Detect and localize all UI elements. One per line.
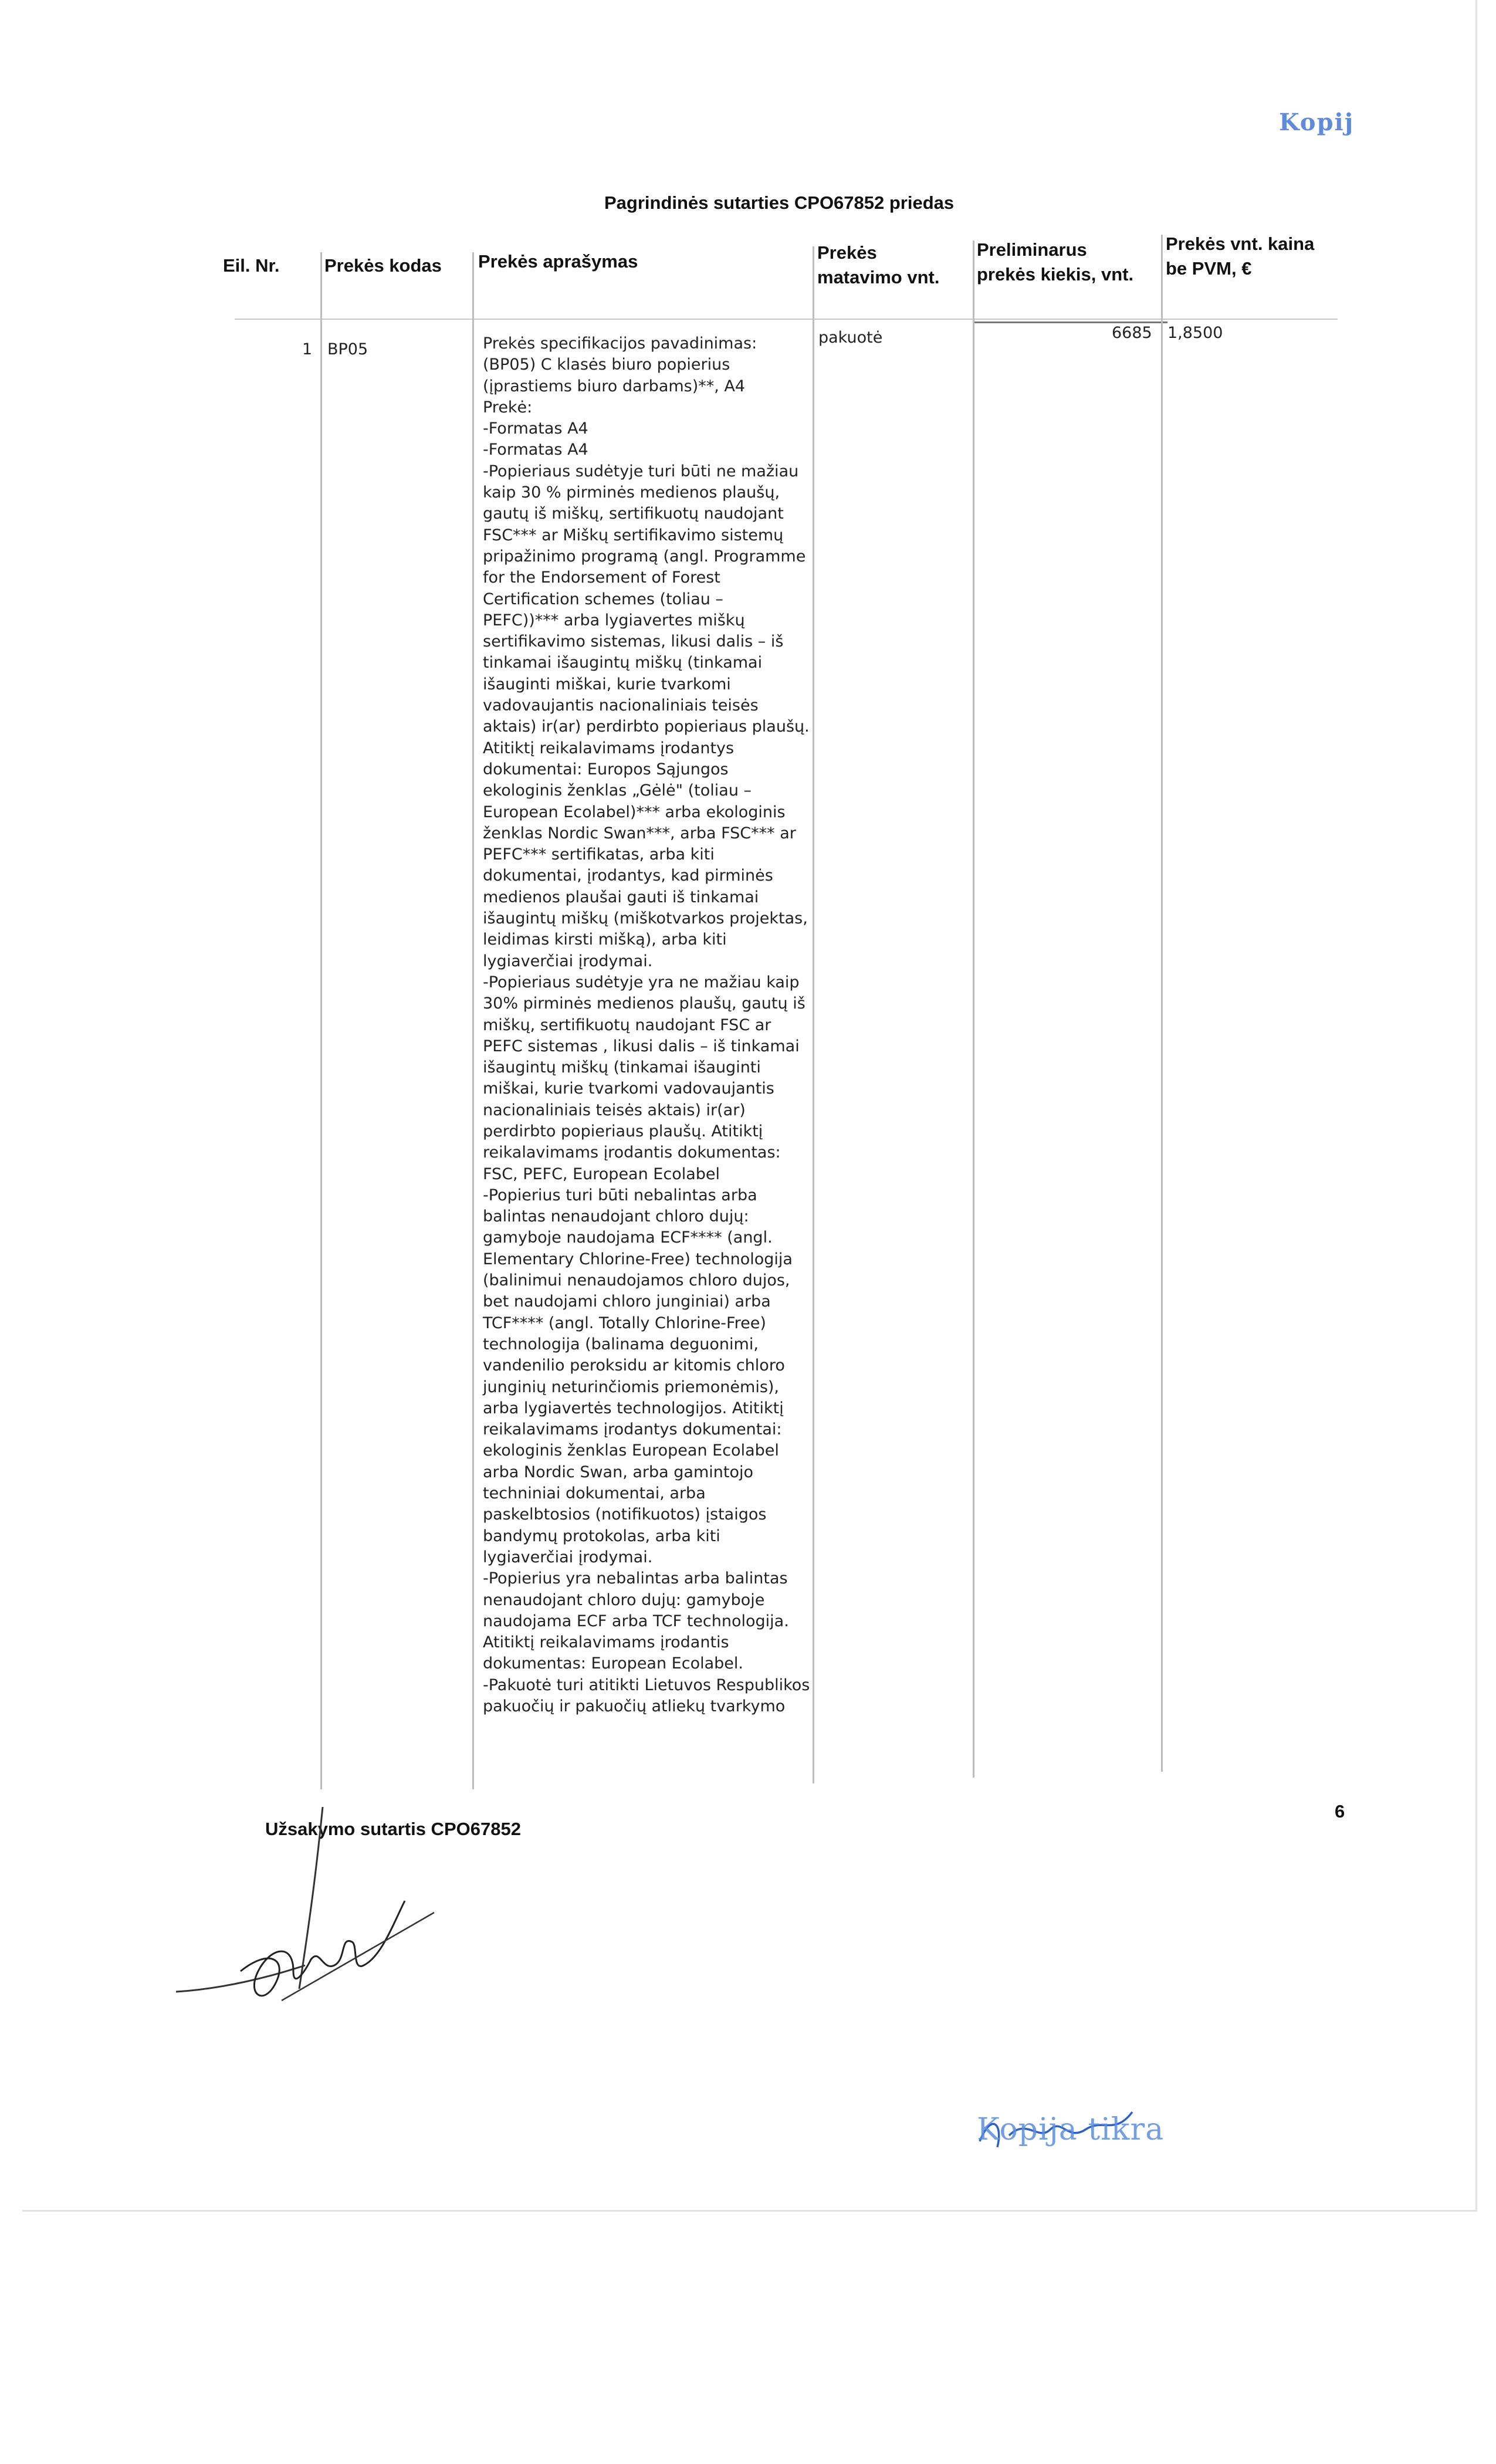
header-code: Prekės kodas: [324, 255, 442, 276]
footer-contract-label: Užsakymo sutartis CPO67852: [265, 1819, 521, 1839]
description-line: PEFC sistemas , likusi dalis – iš tinkamai: [483, 1037, 800, 1055]
header-unit-line-2: matavimo vnt.: [817, 267, 940, 287]
description-line: Prekės specifikacijos pavadinimas:: [483, 334, 757, 353]
description-line: išaugintų miškų (tinkamai išauginti: [483, 1058, 761, 1077]
description-line: reikalavimams įrodantys dokumentai:: [483, 1420, 782, 1439]
description-line: Atitiktį reikalavimams įrodantis: [483, 1633, 729, 1652]
description-line: arba lygiavertės technologijos. Atitiktį: [483, 1399, 784, 1417]
description-line: miškų, sertifikuotų naudojant FSC ar: [483, 1016, 771, 1034]
description-line: FSC*** ar Miškų sertifikavimo sistemų: [483, 526, 784, 544]
row-top-rule: [974, 321, 1167, 323]
column-divider-price: [1161, 235, 1163, 1772]
description-line: -Formatas A4: [483, 419, 588, 438]
description-line: gamyboje naudojama ECF**** (angl.: [483, 1228, 773, 1247]
page-number: 6: [1335, 1801, 1345, 1822]
description-line: išaugintų miškų (miškotvarkos projektas,: [483, 909, 808, 928]
description-line: dokumentai: Europos Sąjungos: [483, 760, 729, 779]
description-line: perdirbto popieriaus plaušų. Atitiktį: [483, 1122, 763, 1140]
column-divider-code: [320, 252, 322, 1789]
description-line: nacionaliniais teisės aktais) ir(ar): [483, 1101, 746, 1119]
description-line: PEFC))*** arba lygiavertes miškų: [483, 611, 745, 629]
description-line: junginių neturinčiomis priemonėmis),: [483, 1377, 780, 1396]
header-price-line-1: Prekės vnt. kaina: [1166, 233, 1315, 254]
description-line: European Ecolabel)*** arba ekologinis: [483, 803, 786, 821]
description-line: ekologinis ženklas „Gėlė" (toliau –: [483, 781, 752, 800]
document-title: Pagrindinės sutarties CPO67852 priedas: [604, 192, 955, 213]
description-line: -Popieriaus sudėtyje yra ne mažiau kaip: [483, 973, 800, 991]
copy-stamp-bottom: Kopija tikra: [977, 2112, 1165, 2147]
description-line: tinkamai išaugintų miškų (tinkamai: [483, 654, 763, 672]
description-line: Prekė:: [483, 398, 533, 417]
description-line: ženklas Nordic Swan***, arba FSC*** ar: [483, 824, 796, 842]
description-line: aktais) ir(ar) perdirbto popieriaus plaušų.: [483, 717, 810, 736]
description-line: miškai, kurie tvarkomi vadovaujantis: [483, 1079, 774, 1098]
description-line: (BP05) C klasės biuro popierius: [483, 356, 730, 374]
header-quantity-line-1: Preliminarus: [977, 239, 1087, 260]
description-line: sertifikavimo sistemas, likusi dalis – iš: [483, 632, 784, 651]
description-line: vandenilio peroksidu ar kitomis chloro: [483, 1356, 785, 1375]
description-line: -Popieriaus sudėtyje turi būti ne mažiau: [483, 462, 799, 480]
description-line: kaip 30 % pirminės medienos plaušų,: [483, 483, 780, 502]
description-line: pakuočių ir pakuočių atliekų tvarkymo: [483, 1697, 786, 1715]
row-description: [483, 333, 835, 1717]
description-line: išauginti miškai, kurie tvarkomi: [483, 675, 731, 693]
description-line: (įprastiems biuro darbams)**, A4: [483, 377, 746, 395]
handwritten-signature: [158, 1795, 440, 2018]
description-line: Elementary Chlorine-Free) technologija: [483, 1250, 793, 1268]
header-unit-line-1: Prekės: [817, 242, 877, 263]
column-divider-quantity: [973, 241, 974, 1778]
description-line: -Popierius yra nebalintas arba balintas: [483, 1569, 788, 1588]
header-quantity-line-2: prekės kiekis, vnt.: [977, 264, 1134, 285]
description-line: medienos plaušai gauti iš tinkamai: [483, 888, 759, 906]
description-line: bet naudojami chloro junginiai) arba: [483, 1292, 771, 1311]
column-divider-description: [472, 252, 474, 1789]
description-line: naudojama ECF arba TCF technologija.: [483, 1612, 789, 1630]
description-line: FSC, PEFC, European Ecolabel: [483, 1165, 720, 1183]
description-line: bandymų protokolas, arba kiti: [483, 1527, 720, 1545]
description-line: ekologinis ženklas European Ecolabel: [483, 1441, 779, 1460]
description-line: leidimas kirsti mišką), arba kiti: [483, 930, 727, 949]
description-line: technologija (balinama deguonimi,: [483, 1335, 759, 1353]
header-price-line-2: be PVM, €: [1166, 258, 1252, 279]
description-line: gautų iš miškų, sertifikuotų naudojant: [483, 505, 784, 523]
description-line: lygiaverčiai įrodymai.: [483, 1548, 653, 1566]
row-number: 1: [302, 340, 313, 358]
description-line: arba Nordic Swan, arba gamintojo: [483, 1463, 754, 1481]
description-line: dokumentas: European Ecolabel.: [483, 1654, 743, 1673]
row-unit: pakuotė: [818, 329, 883, 347]
header-description: Prekės aprašymas: [478, 251, 638, 272]
description-line: lygiaverčiai įrodymai.: [483, 952, 653, 970]
description-line: balintas nenaudojant chloro dujų:: [483, 1207, 749, 1226]
description-line: reikalavimams įrodantis dokumentas:: [483, 1143, 781, 1162]
description-line: -Formatas A4: [483, 441, 588, 459]
description-line: paskelbtosios (notifikuotos) įstaigos: [483, 1505, 767, 1524]
description-line: techniniai dokumentai, arba: [483, 1484, 706, 1503]
description-line: (balinimui nenaudojamos chloro dujos,: [483, 1271, 790, 1290]
description-line: vadovaujantis nacionaliniais teisės: [483, 696, 759, 715]
row-product-code: BP05: [327, 340, 368, 358]
description-line: -Popierius turi būti nebalintas arba: [483, 1186, 757, 1204]
description-line: Atitiktį reikalavimams įrodantys: [483, 739, 735, 757]
row-quantity: 6685: [1112, 324, 1152, 342]
description-line: -Pakuotė turi atitikti Lietuvos Respublikos: [483, 1676, 810, 1694]
copy-stamp-top: Kopij: [1279, 109, 1355, 136]
description-line: dokumentai, įrodantys, kad pirminės: [483, 867, 773, 885]
description-line: for the Endorsement of Forest: [483, 568, 720, 587]
description-line: Certification schemes (toliau –: [483, 590, 723, 608]
description-line: pripažinimo programą (angl. Programme: [483, 547, 806, 566]
description-line: PEFC*** sertifikatas, arba kiti: [483, 845, 715, 864]
description-line: TCF**** (angl. Totally Chlorine-Free): [483, 1314, 766, 1332]
description-line: nenaudojant chloro dujų: gamyboje: [483, 1590, 765, 1609]
description-line: 30% pirminės medienos plaušų, gautų iš: [483, 994, 805, 1013]
header-bottom-rule: [235, 319, 1338, 320]
row-price: 1,8500: [1167, 324, 1223, 342]
header-nr: Eil. Nr.: [223, 255, 280, 276]
